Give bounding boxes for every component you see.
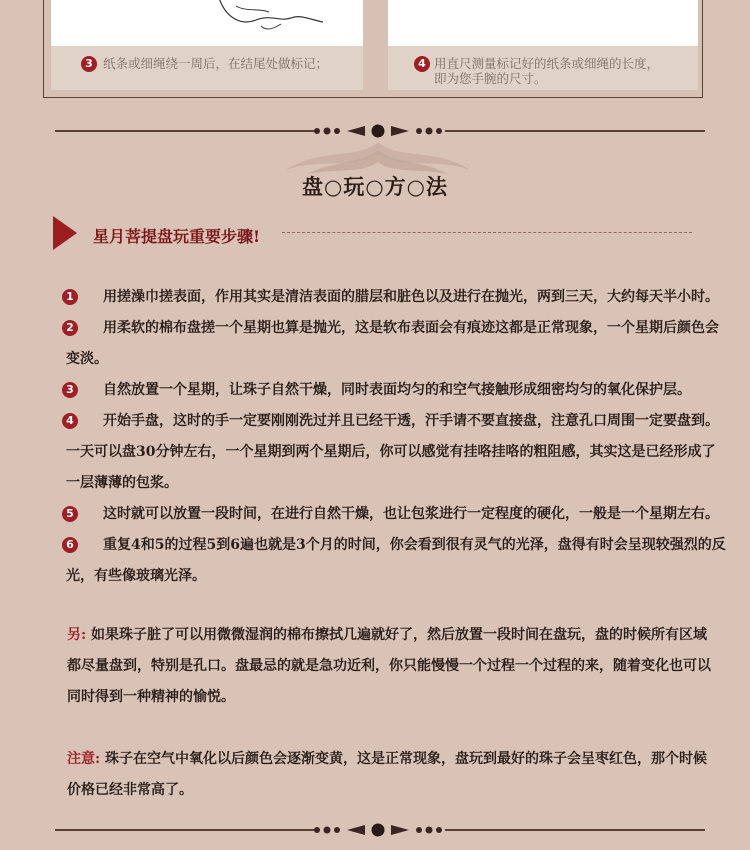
hand-sketch-icon	[201, 0, 371, 46]
step-number-badge: 6	[62, 537, 78, 553]
step-number-badge: 1	[62, 289, 78, 305]
step-text: 开始手盘，这时的手一定要刚刚洗过并且已经干透，汗手请不要直接盘，注意孔口周围一定要盘到。一天可以盘30分钟左右，一个星期到两个星期后，你可以感觉有挂咯挂咯的粗阻感，其实这是已经形成了一层薄薄的包浆。	[66, 413, 719, 491]
caution-note	[67, 744, 717, 806]
extra-note	[67, 620, 717, 713]
step-number-badge: 5	[62, 506, 78, 522]
subheading-arrow-icon	[53, 216, 77, 250]
ornamental-divider-bottom	[55, 823, 705, 837]
step-item	[66, 406, 728, 499]
caution-note-label: 注意:	[67, 751, 101, 767]
step4-badge: 4	[414, 56, 430, 72]
step-item	[66, 313, 728, 375]
step-text: 用搓澡巾搓表面，作用其实是清洁表面的腊层和脏色以及进行在抛光，两到三天，大约每天半小时。	[103, 289, 719, 305]
step4-text-line1: 用直尺测量标记好的纸条或细绳的长度，	[434, 56, 660, 71]
step-text: 这时就可以放置一段时间，在进行自然干燥，也让包浆进行一定程度的硬化，一般是一个星期左右。	[103, 506, 719, 522]
wrist-measure-panel	[43, 0, 703, 98]
step-item	[66, 375, 728, 406]
step4-text-line2: 即为您手腕的尺寸。	[434, 71, 547, 86]
step-text: 重复4和5的过程5到6遍也就是3个月的时间，你会看到很有灵气的光泽，盘得有时会呈现较强烈的反光，有些像玻璃光泽。	[66, 537, 726, 584]
caption-step4	[388, 46, 698, 90]
wrist-photo-step4	[388, 0, 698, 46]
step-list	[66, 282, 728, 592]
subheading: 星月菩提盘玩重要步骤!	[93, 227, 261, 246]
caption-step3	[51, 46, 363, 90]
extra-note-text: 如果珠子脏了可以用微微湿润的棉布擦拭几遍就好了，然后放置一段时间在盘玩，盘的时候所有区域都尽量盘到，特别是孔口。盘最忌的就是急功近利，你只能慢慢一个过程一个过程的来，随着变化也可以同时得到一种精神的愉悦。	[67, 627, 711, 705]
step-text: 自然放置一个星期，让珠子自然干燥，同时表面均匀的和空气接触形成细密均匀的氧化保护层。	[103, 382, 691, 398]
step-item	[66, 530, 728, 592]
step-number-badge: 4	[62, 413, 78, 429]
step-text: 用柔软的棉布盘搓一个星期也算是抛光，这是软布表面会有痕迹这都是正常现象，一个星期后颜色会变淡。	[66, 320, 719, 367]
dashed-rule	[282, 232, 692, 233]
wrist-photo-step3	[51, 0, 363, 46]
section-title: 盘○玩○方○法	[302, 174, 448, 199]
step-item	[66, 499, 728, 530]
step3-text: 纸条或细绳绕一周后，在结尾处做标记；	[103, 56, 329, 71]
caution-note-text: 珠子在空气中氧化以后颜色会逐渐变黄，这是正常现象，盘玩到最好的珠子会呈枣红色，那个时候价格已经非常高了。	[67, 751, 708, 798]
step3-badge: 3	[81, 56, 97, 72]
step-number-badge: 2	[62, 320, 78, 336]
ornamental-divider-top	[55, 124, 705, 138]
extra-note-label: 另:	[67, 627, 87, 643]
step-item	[66, 282, 728, 313]
step-number-badge: 3	[62, 382, 78, 398]
